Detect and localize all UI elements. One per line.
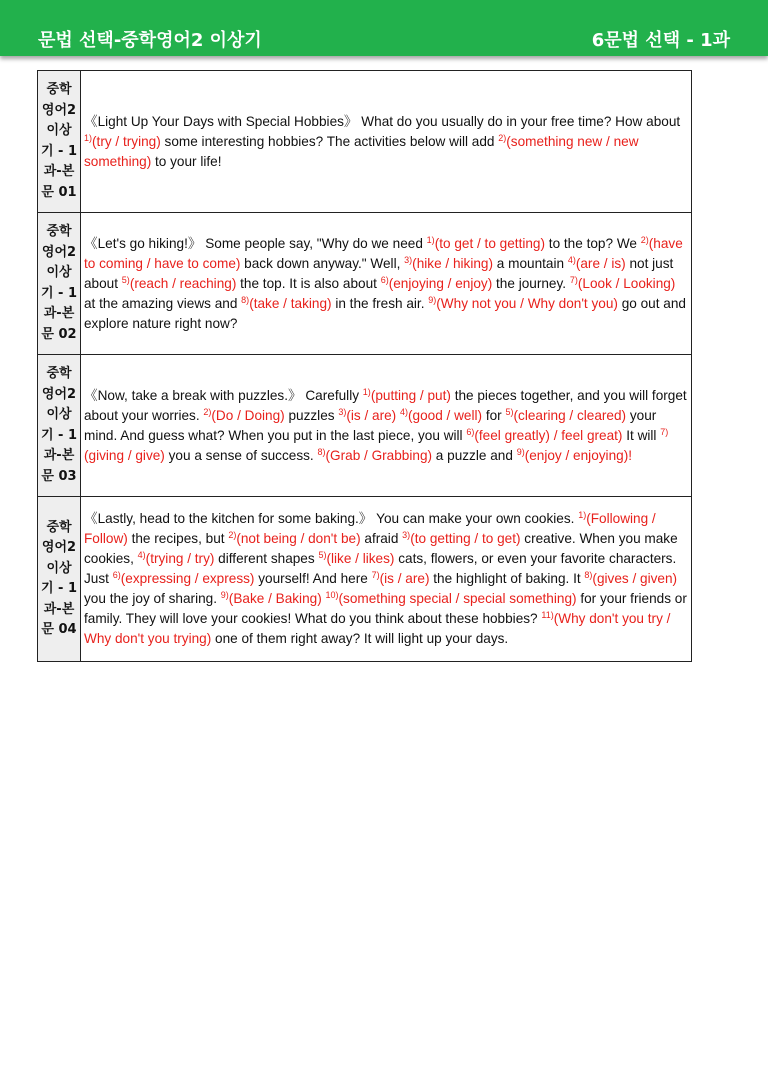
blank-number: 8) xyxy=(317,446,326,457)
passage-segment: afraid xyxy=(360,531,403,546)
grammar-choice: (reach / reaching) xyxy=(129,275,237,291)
blank-number: 6) xyxy=(380,274,389,285)
grammar-choice: (like / likes) xyxy=(326,551,395,566)
passage-text xyxy=(81,213,692,355)
passage-label-line: 영어2 xyxy=(41,244,77,260)
grammar-choice: (expressing / express) xyxy=(120,571,255,586)
passage-segment: 《Light Up Your Days with Special Hobbies》 What do you usually do in your free time? How about xyxy=(84,113,681,129)
grammar-choice: (take / taking) xyxy=(249,295,332,311)
grammar-choice: (Why don't you try / Why don't you trying) xyxy=(84,611,671,646)
passage-label-line: 중학 xyxy=(46,82,72,97)
passage-segment: for your friends or family. They will love your cookies! What do you think about these hobbies? xyxy=(84,591,687,626)
passage-label-line: 이상 xyxy=(46,265,72,280)
blank-number: 5) xyxy=(505,406,514,417)
blank-number: 1) xyxy=(362,386,371,397)
passage-label-line: 과-본 xyxy=(43,448,75,463)
grammar-choice: (Do / Doing) xyxy=(211,407,285,423)
passage-segment: different shapes xyxy=(214,551,319,566)
grammar-choice: (try / trying) xyxy=(92,133,161,149)
blank-number: 1) xyxy=(426,234,435,245)
blank-number: 9) xyxy=(220,590,229,600)
passage-label-line: 과-본 xyxy=(43,601,75,617)
blank-number: 2) xyxy=(228,530,237,540)
passage-segment: back down anyway." Well, xyxy=(240,255,405,271)
grammar-choice: (Look / Looking) xyxy=(577,275,676,291)
passage-segment: It will xyxy=(622,427,661,443)
blank-number: 11) xyxy=(541,610,554,620)
passage-row xyxy=(38,71,692,213)
blank-number: 4) xyxy=(400,406,409,417)
blank-number: 2) xyxy=(498,132,507,143)
passage-row xyxy=(38,497,692,662)
blank-number: 5) xyxy=(121,274,130,285)
passage-segment: some interesting hobbies? The activities below will add xyxy=(160,133,499,149)
blank-number: 6) xyxy=(112,570,121,580)
blank-number: 9) xyxy=(516,446,525,457)
passage-label-line: 기 - 1 xyxy=(40,143,78,159)
blank-number: 2) xyxy=(203,406,212,417)
passage-label-line: 과-본 xyxy=(43,164,75,179)
grammar-choice: (gives / given) xyxy=(592,571,678,586)
passage-segment: you a sense of success. xyxy=(164,447,318,463)
blank-number: 7) xyxy=(660,426,669,437)
passage-segment: to the top? We xyxy=(545,235,641,251)
grammar-choice: (to get / to getting) xyxy=(434,235,546,251)
grammar-choice: (hike / hiking) xyxy=(412,255,494,271)
passage-label-line: 기 - 1 xyxy=(40,581,78,596)
blank-number: 8) xyxy=(241,294,250,305)
passage-segment: 《Now, take a break with puzzles.》 Carefully xyxy=(84,387,363,403)
blank-number: 2) xyxy=(640,234,649,245)
passage-text xyxy=(81,71,692,213)
passage-label xyxy=(38,71,81,213)
blank-number: 3) xyxy=(402,530,411,540)
passage-segment: creative. When you make cookies, xyxy=(84,531,678,566)
grammar-choice: (something new / new something) xyxy=(84,133,639,169)
grammar-choice: (is / are) xyxy=(379,571,430,586)
passage-segment: a mountain xyxy=(493,255,568,271)
passage-segment: the top. It is also about xyxy=(236,275,381,291)
passage-label-line: 문 03 xyxy=(41,468,77,484)
passage-label-line: 영어2 xyxy=(41,540,77,555)
passage-label-line: 영어2 xyxy=(41,102,77,118)
passage-segment: the highlight of baking. It xyxy=(429,571,585,586)
passage-segment: cats, flowers, or even your favorite characters. Just xyxy=(84,551,677,586)
grammar-choice: (is / are) xyxy=(346,407,397,423)
header-title: 문법 선택-중학영어2 이상기 xyxy=(38,30,262,51)
passage-label-line: 중학 xyxy=(46,519,72,535)
grammar-choice: (enjoy / enjoying)! xyxy=(524,447,632,463)
passage-segment: a puzzle and xyxy=(432,447,517,463)
grammar-choice: (have to coming / have to come) xyxy=(84,235,683,271)
blank-number: 4) xyxy=(137,550,146,560)
passage-label-line: 이상 xyxy=(46,123,72,138)
passage-label-line: 문 02 xyxy=(41,326,77,342)
passage-segment: puzzles xyxy=(284,407,339,423)
passage-row xyxy=(38,355,692,497)
passage-label-line: 기 - 1 xyxy=(40,285,78,301)
passage-segment: to your life! xyxy=(151,153,222,169)
blank-number: 5) xyxy=(318,550,327,560)
passage-label xyxy=(38,355,81,497)
passage-segment: at the amazing views and xyxy=(84,295,242,311)
passage-segment: the recipes, but xyxy=(127,531,229,546)
passage-segment: go out and explore nature right now? xyxy=(84,295,686,331)
passage-label-line: 영어2 xyxy=(41,386,77,402)
passage-segment: one of them right away? It will light up your days. xyxy=(211,631,509,646)
blank-number: 7) xyxy=(371,570,380,580)
passage-label-line: 문 01 xyxy=(41,184,77,200)
blank-number: 3) xyxy=(338,406,347,417)
grammar-choice: (trying / try) xyxy=(145,551,215,566)
grammar-choice: (good / well) xyxy=(408,407,483,423)
passage-segment: your mind. And guess what? When you put in the last piece, you will xyxy=(84,407,657,443)
grammar-choice: (something special / special something) xyxy=(338,591,577,606)
blank-number: 4) xyxy=(567,254,576,265)
grammar-choice: (feel greatly) / feel great) xyxy=(474,427,623,443)
passage-segment: 《Lastly, head to the kitchen for some baking.》 You can make your own cookies. xyxy=(84,511,579,526)
passage-label-line: 중학 xyxy=(46,224,72,239)
blank-number: 7) xyxy=(569,274,578,285)
passage-segment: yourself! And here xyxy=(254,571,372,586)
grammar-choice: (to getting / to get) xyxy=(410,531,521,546)
blank-number: 1) xyxy=(578,510,587,520)
grammar-choice: (Grab / Grabbing) xyxy=(325,447,433,463)
grammar-choice: (clearing / cleared) xyxy=(513,407,627,423)
grammar-choice: (putting / put) xyxy=(370,387,451,403)
passage-label-line: 기 - 1 xyxy=(40,427,78,443)
grammar-choice: (Following / Follow) xyxy=(84,511,656,546)
passage-text xyxy=(81,355,692,497)
blank-number: 1) xyxy=(84,132,93,143)
page-header xyxy=(0,0,768,56)
passage-segment: for xyxy=(482,407,506,423)
header-lesson-label: 6문법 선택 - 1과 xyxy=(591,30,730,51)
blank-number: 9) xyxy=(428,294,437,305)
passage-segment: 《Let's go hiking!》 Some people say, "Why do we need xyxy=(84,235,427,251)
passage-label xyxy=(38,497,81,662)
passage-label-line: 문 04 xyxy=(41,622,77,637)
blank-number: 10) xyxy=(325,590,339,600)
blank-number: 6) xyxy=(466,426,475,437)
grammar-choice: (giving / give) xyxy=(84,447,165,463)
blank-number: 3) xyxy=(404,254,413,265)
blank-number: 8) xyxy=(584,570,593,580)
grammar-choice: (Bake / Baking) xyxy=(228,591,322,606)
passage-segment: not just about xyxy=(84,255,674,291)
passage-label xyxy=(38,213,81,355)
passage-segment: the pieces together, and you will forget about your worries. xyxy=(84,387,687,423)
passage-segment: in the fresh air. xyxy=(331,295,429,311)
passage-segment: the journey. xyxy=(492,275,570,291)
passage-row xyxy=(38,213,692,355)
grammar-choice: (are / is) xyxy=(575,255,626,271)
grammar-choice: (enjoying / enjoy) xyxy=(388,275,493,291)
passage-label-line: 이상 xyxy=(46,560,72,576)
grammar-table xyxy=(37,70,692,662)
grammar-choice: (not being / don't be) xyxy=(236,531,361,546)
passage-label-line: 중학 xyxy=(46,366,72,381)
passage-text xyxy=(81,497,692,662)
grammar-choice: (Why not you / Why don't you) xyxy=(436,295,618,311)
passage-label-line: 이상 xyxy=(46,407,72,422)
passage-label-line: 과-본 xyxy=(43,306,75,321)
passage-segment: you the joy of sharing. xyxy=(84,591,221,606)
